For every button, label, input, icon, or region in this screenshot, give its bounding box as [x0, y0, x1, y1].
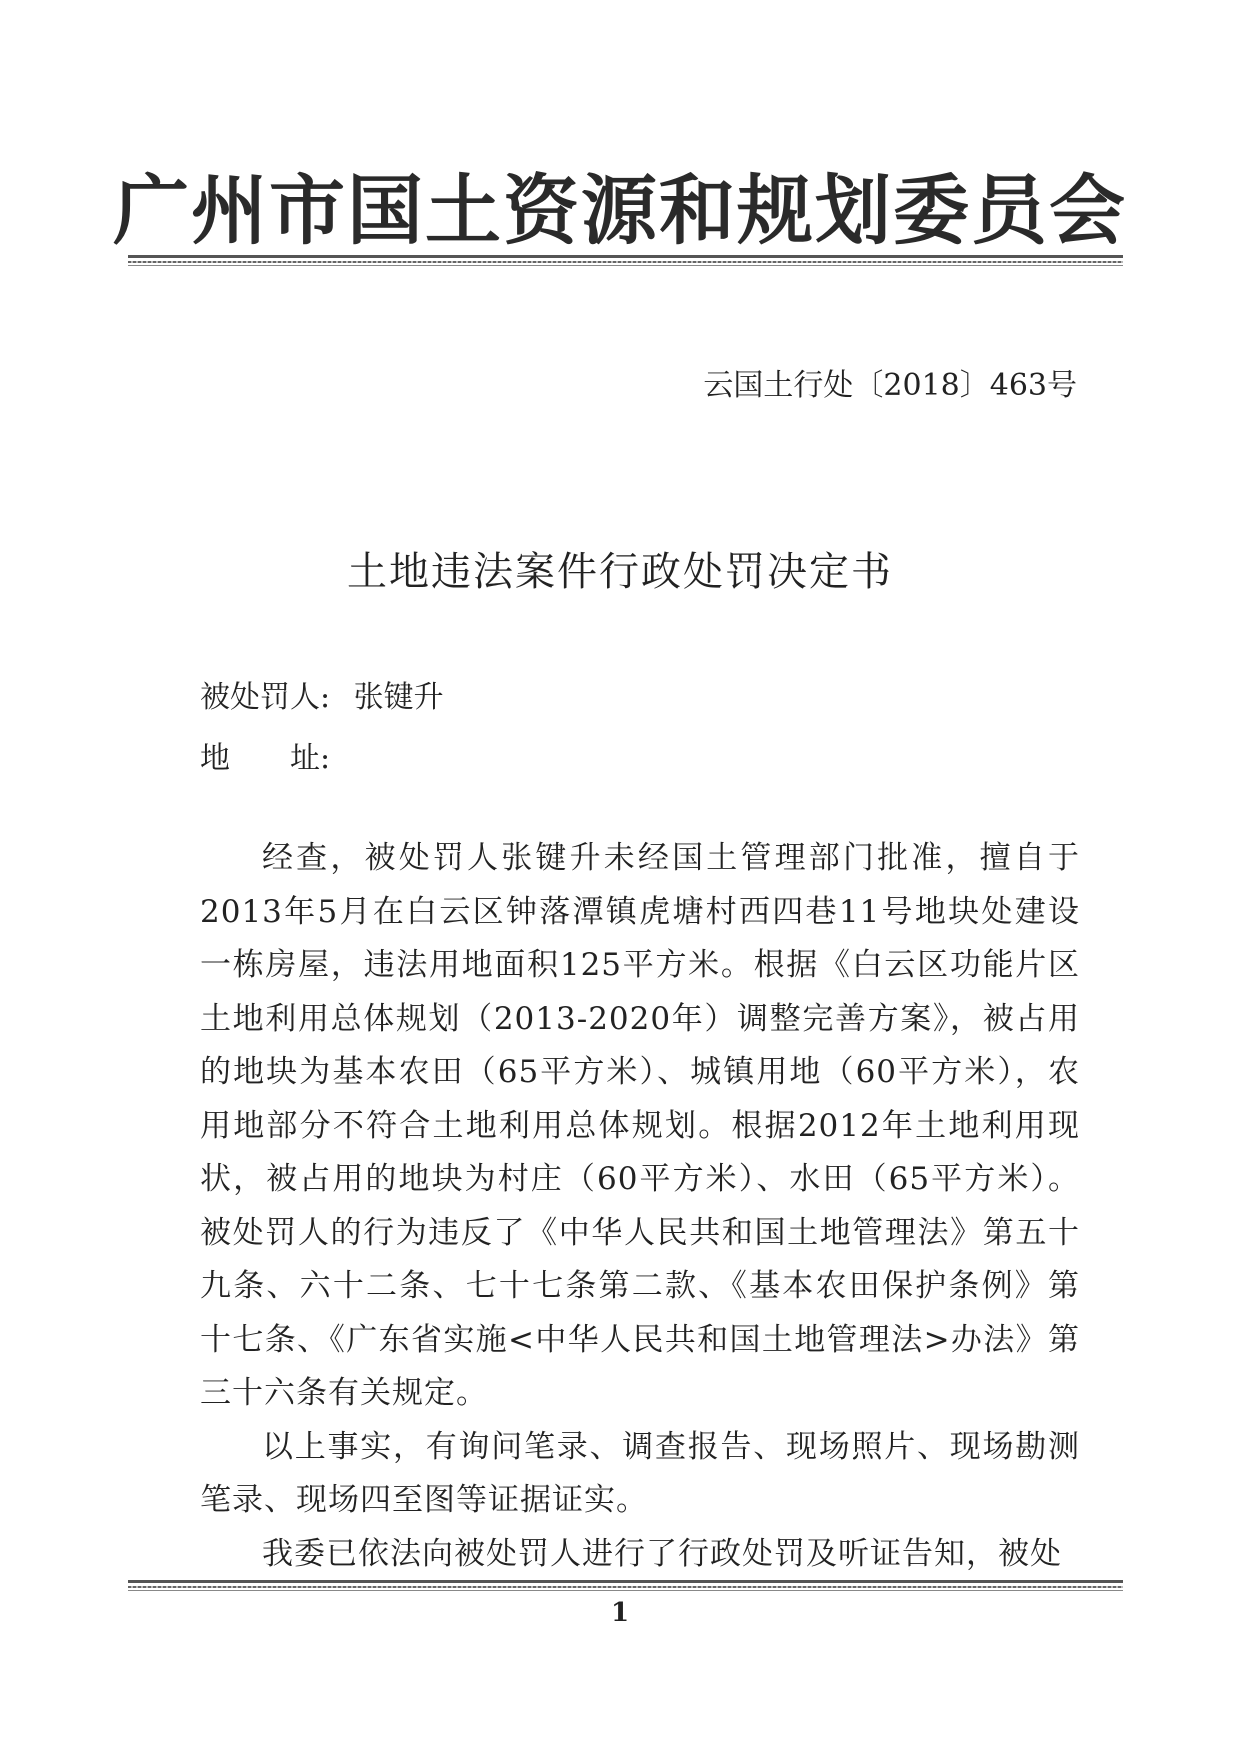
page-number: 1 [610, 1598, 630, 1628]
document-body [200, 832, 1080, 1581]
field-label: 被处罚人: [200, 680, 331, 715]
body-paragraph: 经查，被处罚人张键升未经国土管理部门批准，擅自于2013年5月在白云区钟落潭镇虎塘村西四巷11号地块处建设一栋房屋，违法用地面积125平方米。根据《白云区功能片区土地利用总体规划（2013-2020年）调整完善方案》，被占用的地块为基本农田（65平方米）、城镇用地（60平方米），农用地部分不符合土地利用总体规划。根据2012年土地利用现状，被占用的地块为村庄（60平方米）、水田（65平方米）。被处罚人的行为违反了《中华人民共和国土地管理法》第五十九条、六十二条、七十七条第二款、《基本农田保护条例》第十七条、《广东省实施<中华人民共和国土地管理法>办法》第三十六条有关规定。 [200, 840, 1080, 1411]
document-number: 云国土行处〔2018〕463号 [703, 368, 1077, 403]
body-paragraph: 以上事实，有询问笔录、调查报告、现场照片、现场勘测笔录、现场四至图等证据证实。 [200, 1428, 1080, 1518]
body-paragraph: 我委已依法向被处罚人进行了行政处罚及听证告知，被处 [262, 1535, 1062, 1572]
penalized-person-field [200, 672, 444, 716]
header-divider [128, 255, 1123, 266]
address-field [200, 733, 330, 777]
issuing-authority-header: 广州市国土资源和规划委员会 [113, 166, 1127, 255]
field-value: 张键升 [353, 680, 444, 715]
document-title: 土地违法案件行政处罚决定书 [347, 549, 893, 595]
field-label: 地 址: [200, 741, 331, 776]
footer-divider [128, 1580, 1123, 1591]
